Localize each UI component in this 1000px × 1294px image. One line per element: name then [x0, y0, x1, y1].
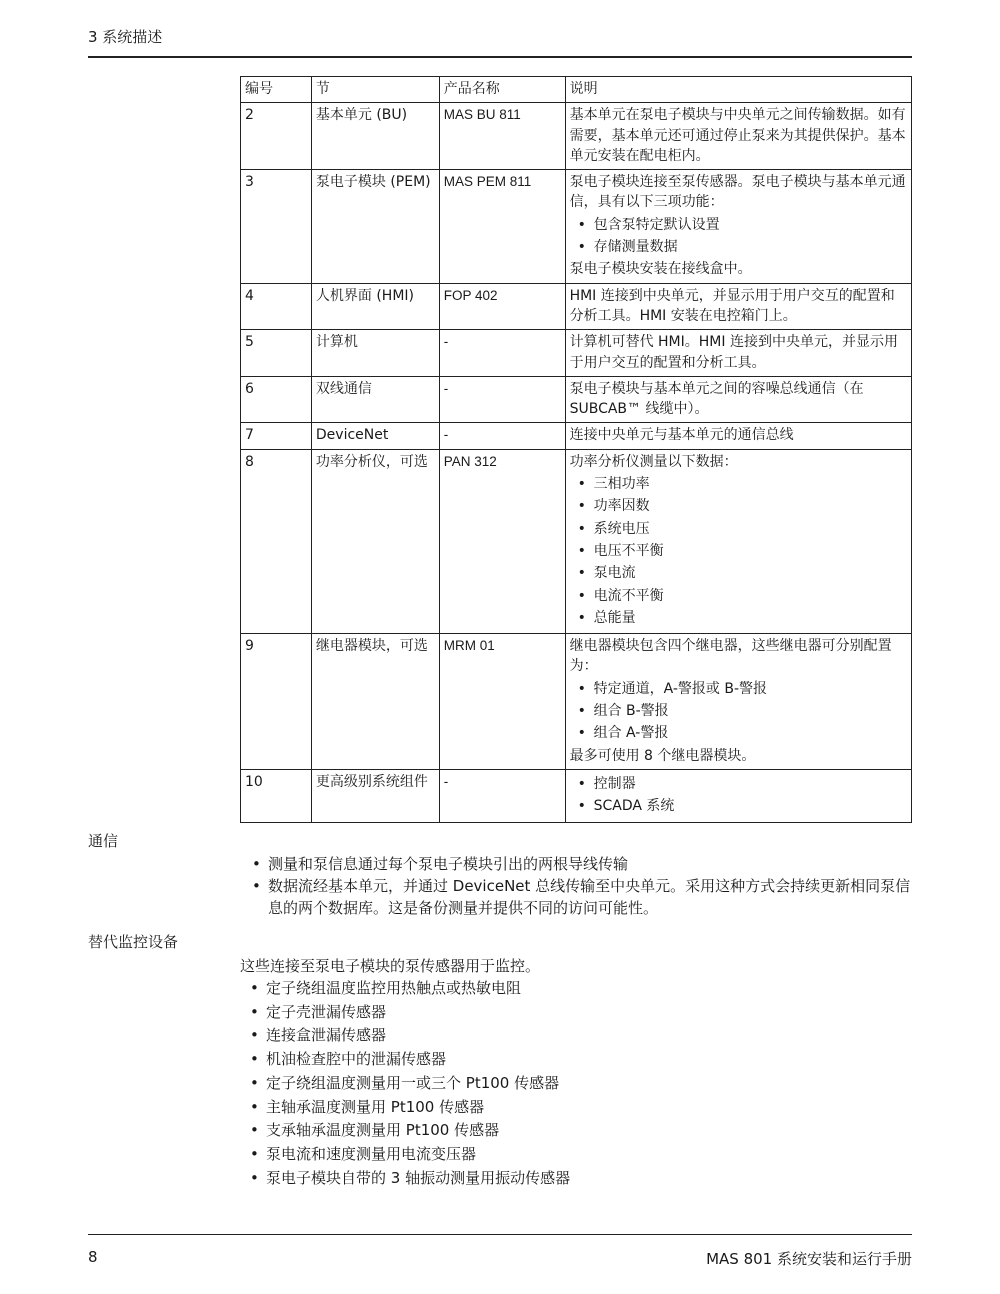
sensor-bullet: • 机油检查腔中的泄漏传感器	[244, 1048, 912, 1072]
description-bullets	[570, 679, 907, 744]
cell-number: 2	[241, 103, 312, 170]
cell-description	[565, 634, 911, 770]
table-row	[241, 423, 912, 449]
table-body	[241, 103, 912, 822]
cell-description	[565, 449, 911, 633]
cell-number: 4	[241, 283, 312, 330]
cell-section: 人机界面 (HMI)	[311, 283, 439, 330]
column-header-product: 产品名称	[439, 77, 565, 103]
sensor-bullet: • 定子壳泄漏传感器	[244, 1001, 912, 1025]
description-bullet-item: • 组合 B-警报	[570, 701, 907, 721]
sensor-bullet: • 泵电子模块自带的 3 轴振动测量用振动传感器	[244, 1167, 912, 1191]
description-text: 泵电子模块与基本单元之间的容噪总线通信（在 SUBCAB™ 线缆中）。	[569, 380, 864, 418]
description-bullet-item: • SCADA 系统	[570, 796, 907, 816]
cell-description	[565, 103, 911, 170]
description-bullet-item: • 电压不平衡	[570, 541, 907, 561]
communication-list	[246, 853, 912, 919]
communication-bullet: • 数据流经基本单元，并通过 DeviceNet 总线传输至中央单元。采用这种方式会持续更新相同泵信息的两个数据库。这是备份测量并提供不同的访问可能性。	[246, 875, 912, 919]
table-row	[241, 170, 912, 283]
description-bullet-item: • 功率因数	[570, 496, 907, 516]
description-bullet-item: • 特定通道，A-警报或 B-警报	[570, 679, 907, 699]
page-number: 8	[88, 1248, 98, 1266]
sensor-bullet: • 泵电流和速度测量用电流变压器	[244, 1143, 912, 1167]
communication-heading: 通信	[88, 832, 119, 850]
table-row	[241, 769, 912, 822]
column-header-section: 节	[311, 77, 439, 103]
cell-description	[565, 769, 911, 822]
cell-section: 计算机	[311, 330, 439, 377]
cell-number: 3	[241, 170, 312, 283]
cell-number: 10	[241, 769, 312, 822]
sensor-bullet: • 支承轴承温度测量用 Pt100 传感器	[244, 1119, 912, 1143]
cell-product: -	[439, 330, 565, 377]
cell-product: MRM 01	[439, 634, 565, 770]
cell-section: 双线通信	[311, 376, 439, 423]
table-row	[241, 634, 912, 770]
cell-product: -	[439, 376, 565, 423]
description-bullet-item: • 控制器	[570, 774, 907, 794]
cell-section: 更高级别系统组件	[311, 769, 439, 822]
description-note: 泵电子模块安装在接线盒中。	[569, 261, 752, 278]
cell-number: 6	[241, 376, 312, 423]
manual-title: MAS 801 系统安装和运行手册	[706, 1250, 912, 1268]
description-text: 功率分析仪测量以下数据：	[569, 453, 738, 470]
description-text: 继电器模块包含四个继电器，这些继电器可分别配置为：	[569, 638, 892, 675]
column-header-number: 编号	[241, 77, 312, 103]
cell-number: 8	[241, 449, 312, 633]
description-text: 基本单元在泵电子模块与中央单元之间传输数据。如有需要，基本单元还可通过停止泵来为其提供保护。基本单元安装在配电柜内。	[569, 107, 906, 164]
cell-number: 5	[241, 330, 312, 377]
cell-product: MAS BU 811	[439, 103, 565, 170]
component-table	[240, 76, 912, 823]
description-bullet-item: • 组合 A-警报	[570, 723, 907, 743]
description-text: 连接中央单元与基本单元的通信总线	[569, 427, 794, 444]
description-text: HMI 连接到中央单元，并显示用于用户交互的配置和分析工具。HMI 安装在电控箱门上。	[569, 287, 895, 324]
cell-section: 继电器模块，可选	[311, 634, 439, 770]
description-bullet-item: • 总能量	[570, 608, 907, 628]
sensor-bullet: • 连接盒泄漏传感器	[244, 1024, 912, 1048]
cell-product: MAS PEM 811	[439, 170, 565, 283]
description-bullets	[570, 774, 907, 817]
description-text: 泵电子模块连接至泵传感器。泵电子模块与基本单元通信，具有以下三项功能：	[569, 174, 906, 211]
description-bullet-item: • 电流不平衡	[570, 586, 907, 606]
sensor-bullet: • 定子绕组温度监控用热触点或热敏电阻	[244, 977, 912, 1001]
cell-product: FOP 402	[439, 283, 565, 330]
cell-product: PAN 312	[439, 449, 565, 633]
cell-description	[565, 376, 911, 423]
cell-description	[565, 170, 911, 283]
description-bullets	[570, 215, 907, 258]
column-header-description: 说明	[565, 77, 911, 103]
description-note: 最多可使用 8 个继电器模块。	[569, 747, 756, 764]
table-header-row	[241, 77, 912, 103]
sensor-bullet: • 主轴承温度测量用 Pt100 传感器	[244, 1096, 912, 1120]
description-bullet-item: • 包含泵特定默认设置	[570, 215, 907, 235]
cell-section: DeviceNet	[311, 423, 439, 449]
communication-bullet: • 测量和泵信息通过每个泵电子模块引出的两根导线传输	[246, 853, 912, 875]
table-row	[241, 103, 912, 170]
chapter-header: 3 系统描述	[88, 28, 163, 46]
description-bullet-item: • 泵电流	[570, 563, 907, 583]
cell-description	[565, 330, 911, 377]
description-bullet-item: • 系统电压	[570, 519, 907, 539]
table-row	[241, 283, 912, 330]
description-text: 计算机可替代 HMI。HMI 连接到中央单元，并显示用于用户交互的配置和分析工具。	[569, 334, 898, 371]
cell-number: 9	[241, 634, 312, 770]
cell-section: 基本单元 (BU)	[311, 103, 439, 170]
cell-product: -	[439, 423, 565, 449]
description-bullet-item: • 三相功率	[570, 474, 907, 494]
alternative-monitoring-heading: 替代监控设备	[88, 933, 179, 951]
cell-number: 7	[241, 423, 312, 449]
description-bullets	[570, 474, 907, 628]
sensor-list	[244, 977, 912, 1190]
cell-section: 泵电子模块 (PEM)	[311, 170, 439, 283]
cell-product: -	[439, 769, 565, 822]
footer-divider	[88, 1234, 912, 1235]
cell-description	[565, 283, 911, 330]
cell-section: 功率分析仪，可选	[311, 449, 439, 633]
table-row	[241, 330, 912, 377]
alternative-monitoring-intro: 这些连接至泵电子模块的泵传感器用于监控。	[240, 957, 541, 975]
table-row	[241, 449, 912, 633]
sensor-bullet: • 定子绕组温度测量用一或三个 Pt100 传感器	[244, 1072, 912, 1096]
cell-description	[565, 423, 911, 449]
header-divider	[88, 56, 912, 58]
description-bullet-item: • 存储测量数据	[570, 237, 907, 257]
table-row	[241, 376, 912, 423]
